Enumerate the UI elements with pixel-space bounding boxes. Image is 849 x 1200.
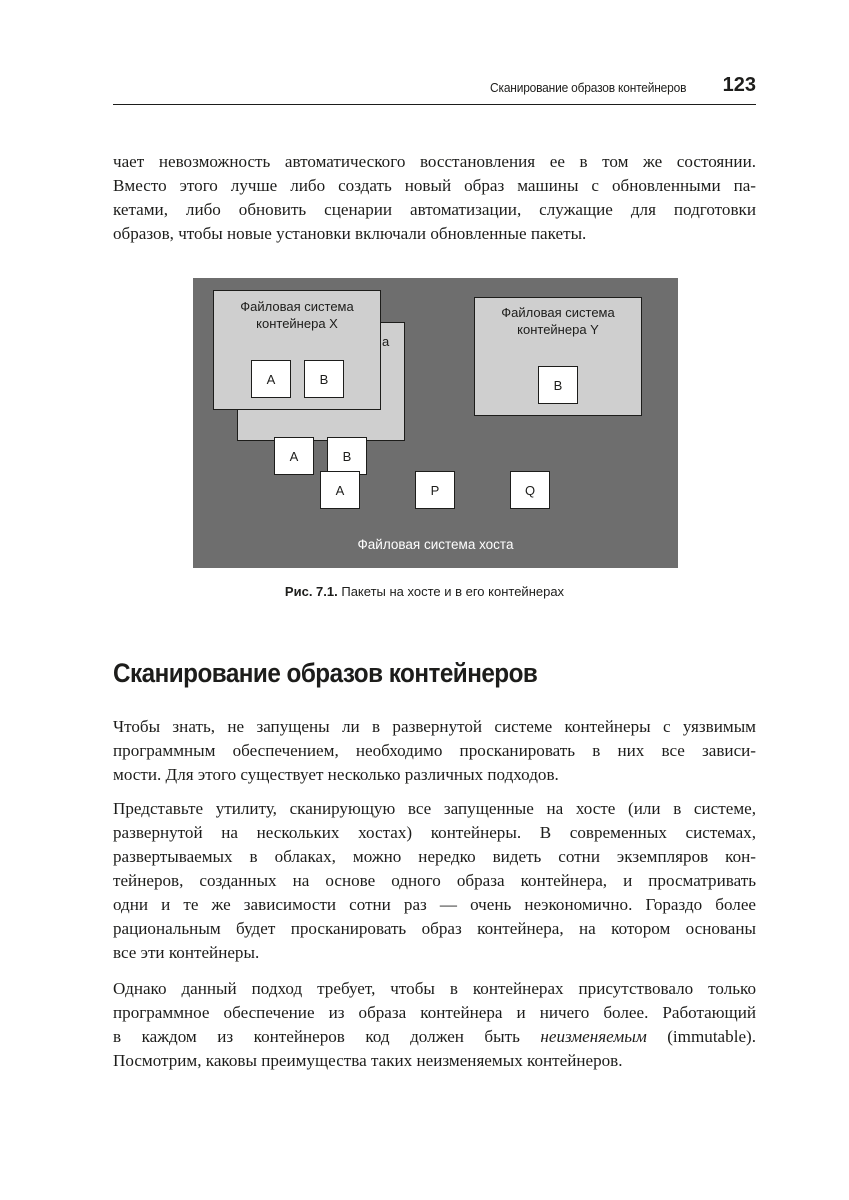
paragraph-3-line-2: программное обеспечение из образа контейнера и ничего более. Работающий — [113, 1003, 756, 1022]
intro-line-1: чает невозможность автоматического восстановления ее в том же состоянии. — [113, 152, 756, 171]
intro-line-2: Вместо этого лучше либо создать новый образ машины с обновленными па- — [113, 176, 756, 195]
container-y-package-b: B — [538, 366, 578, 404]
container-x-title-line2: контейнера X — [256, 316, 338, 331]
running-head — [113, 74, 756, 105]
container-x-package-b: B — [304, 360, 344, 398]
section-title: Сканирование образов контейнеров — [113, 658, 538, 688]
container-x-package-a: A — [251, 360, 291, 398]
paragraph-2-line-5: одни и те же зависимости сотни раз — очень неэкономично. Гораздо более — [113, 895, 756, 914]
figure-caption — [0, 584, 849, 599]
paragraph-1 — [113, 715, 756, 787]
paragraph-2 — [113, 797, 756, 965]
figure-caption-label: Рис. 7.1. — [284, 584, 338, 599]
intro-line-3: кетами, либо обновить сценарии автоматизации, служащие для подготовки — [113, 200, 756, 219]
paragraph-1-line-3: мости. Для этого существует несколько различных подходов. — [113, 765, 559, 784]
running-head-title: Сканирование образов контейнеров — [489, 80, 686, 95]
paragraph-2-line-6: рациональным будет просканировать образ контейнера, на котором основаны — [113, 919, 756, 938]
container-y-filesystem — [474, 297, 642, 416]
container-x-back-package-b: B — [327, 437, 367, 475]
container-x-title-line1: Файловая система — [240, 299, 354, 314]
paragraph-3-line-1: Однако данный подход требует, чтобы в контейнерах присутствовало только — [113, 979, 756, 998]
intro-paragraph — [113, 150, 756, 246]
container-x-filesystem — [213, 290, 381, 410]
paragraph-2-line-4: тейнеров, созданных на основе одного образа контейнера, и просматривать — [113, 871, 756, 890]
paragraph-3-line-4: Посмотрим, каковы преимущества таких неизменяемых контейнеров. — [113, 1051, 623, 1070]
page-number: 123 — [722, 74, 756, 96]
figure-caption-text: Пакеты на хосте и в его контейнерах — [341, 584, 565, 599]
container-x-back-partial-title: а — [382, 334, 390, 349]
paragraph-3-line-3-before: в каждом из контейнеров код должен быть — [113, 1027, 541, 1046]
host-filesystem-label: Файловая система хоста — [357, 537, 514, 552]
paragraph-3-line-3 — [113, 1025, 756, 1049]
paragraph-2-line-1: Представьте утилиту, сканирующую все запущенные на хосте (или в системе, — [113, 799, 756, 818]
paragraph-3 — [113, 977, 756, 1073]
paragraph-2-line-2: развернутой на нескольких хостах) контейнеры. В современных системах, — [113, 823, 756, 842]
container-y-title-line1: Файловая система — [501, 305, 615, 320]
host-package-a: A — [320, 471, 360, 509]
emphasis-immutable: неизменяемым — [540, 1027, 647, 1046]
paragraph-1-line-2: программным обеспечением, необходимо просканировать в них все зависи- — [113, 741, 756, 760]
host-package-p: P — [415, 471, 455, 509]
figure-packages-diagram — [193, 278, 678, 568]
host-package-q: Q — [510, 471, 550, 509]
container-x-back-package-a: A — [274, 437, 314, 475]
paragraph-1-line-1: Чтобы знать, не запущены ли в развернутой системе контейнеры с уязвимым — [113, 717, 756, 736]
paragraph-3-line-3-after: (immutable). — [646, 1027, 756, 1046]
paragraph-2-line-3: развертываемых в облаках, можно нередко видеть сотни экземпляров кон- — [113, 847, 756, 866]
paragraph-2-line-7: все эти контейнеры. — [113, 943, 260, 962]
container-y-title-line2: контейнера Y — [517, 322, 599, 337]
intro-line-4: образов, чтобы новые установки включали обновленные пакеты. — [113, 224, 587, 243]
